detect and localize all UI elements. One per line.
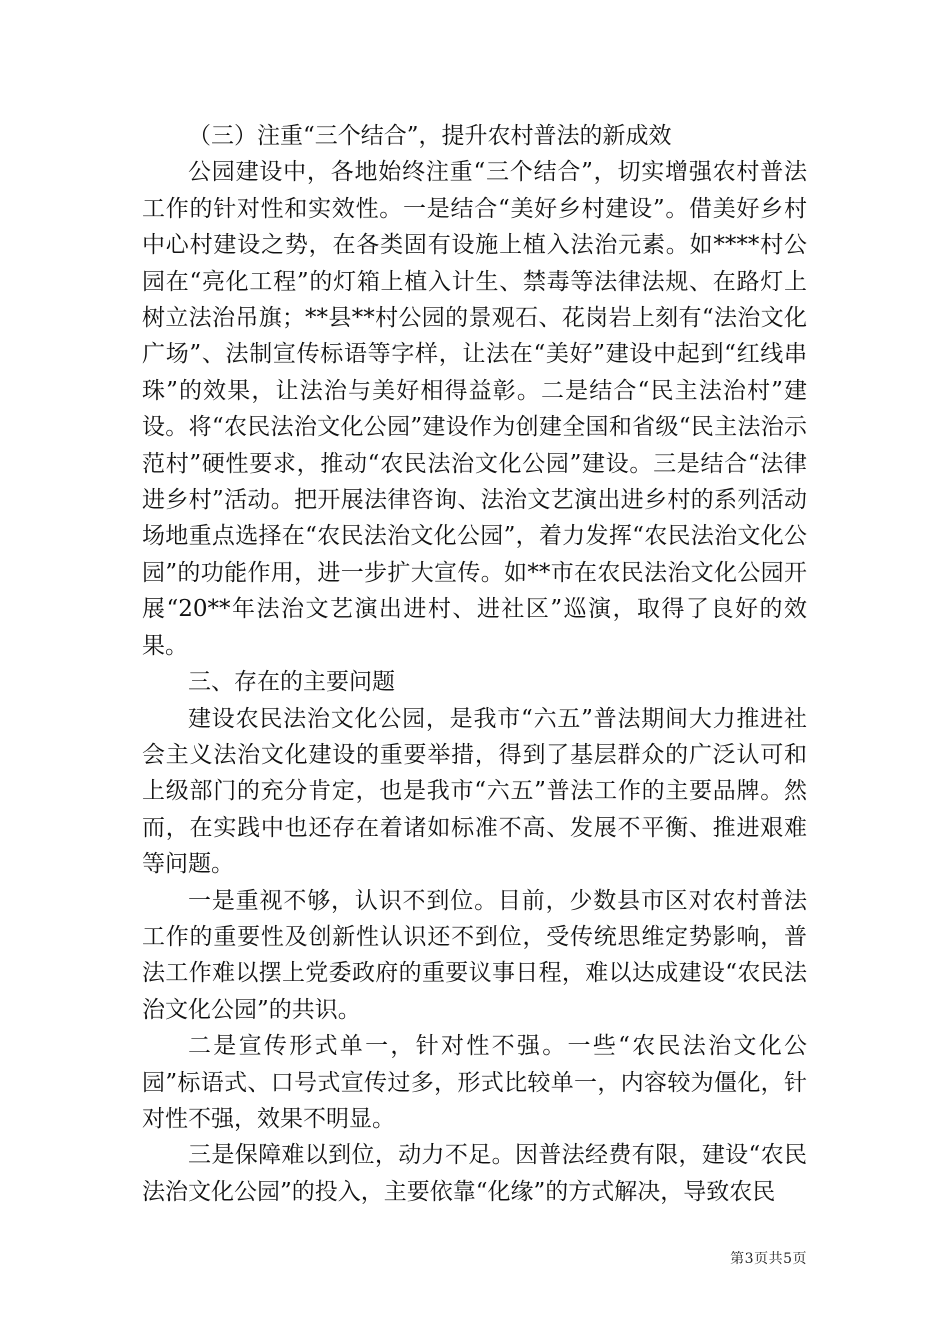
body-paragraph: 一是重视不够，认识不到位。目前，少数县市区对农村普法工作的重要性及创新性认识还不到位，受传统思维定势影响，普法工作难以摆上党委政府的重要议事日程，难以达成建设“农民法治文化公园”的共识。 (142, 887, 807, 1023)
body-paragraph: 公园建设中，各地始终注重“三个结合”，切实增强农村普法工作的针对性和实效性。一是结合“美好乡村建设”。借美好乡村中心村建设之势，在各类固有设施上植入法治元素。如****村公园在“亮化工程”的灯箱上植入计生、禁毒等法律法规、在路灯上树立法治吊旗；**县**村公园的景观石、花岗岩上刻有“法治文化广场”、法制宣传标语等字样，让法在“美好”建设中起到“红线串珠”的效果，让法治与美好相得益彰。二是结合“民主法治村”建设。将“农民法治文化公园”建设作为创建全国和省级“民主法治示范村”硬性要求，推动“农民法治文化公园”建设。三是结合“法律进乡村”活动。把开展法律咨询、法治文艺演出进乡村的系列活动场地重点选择在“农民法治文化公园”，着力发挥“农民法治文化公园”的功能作用，进一步扩大宣传。如**市在农民法治文化公园开展“20**年法治文艺演出进村、进社区”巡演，取得了良好的效果。 (142, 159, 807, 659)
body-paragraph: 建设农民法治文化公园，是我市“六五”普法期间大力推进社会主义法治文化建设的重要举措，得到了基层群众的广泛认可和上级部门的充分肯定，也是我市“六五”普法工作的主要品牌。然而，在实践中也还存在着诸如标准不高、发展不平衡、推进艰难等问题。 (142, 705, 807, 878)
body-paragraph: 二是宣传形式单一，针对性不强。一些“农民法治文化公园”标语式、口号式宣传过多，形式比较单一，内容较为僵化，针对性不强，效果不明显。 (142, 1033, 807, 1132)
body-paragraph: 三是保障难以到位，动力不足。因普法经费有限，建设“农民法治文化公园”的投入，主要依靠“化缘”的方式解决，导致农民 (142, 1142, 807, 1205)
page-number-footer: 第3页共5页 (730, 1251, 807, 1267)
section-heading-three-combinations: （三）注重“三个结合”，提升农村普法的新成效 (188, 123, 672, 149)
section-heading-main-problems: 三、存在的主要问题 (188, 669, 395, 696)
document-body (142, 118, 807, 1210)
